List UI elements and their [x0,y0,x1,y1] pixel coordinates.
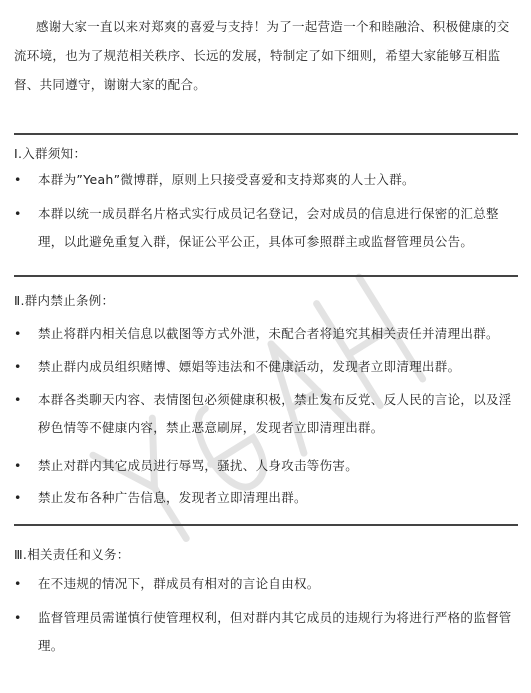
list-item-text: 监督管理员需谨慎行使管理权利，但对群内其它成员的违规行为将进行严格的监督管理。 [38,610,512,653]
list-item [14,452,519,480]
list-item-text: 本群以统一成员群名片格式实行成员记名登记，会对成员的信息进行保密的汇总整理，以此避免重复入群，保证公平公正，具体可参照群主或监督管理员公告。 [38,206,499,249]
bullet-icon: • [14,326,22,341]
list-item [14,320,519,348]
list-item-text: 禁止将群内相关信息以截图等方式外泄，未配合者将追究其相关责任并清理出群。 [38,326,499,341]
list-item [14,166,519,194]
section-title: Ⅰ.入群须知： [14,146,87,161]
section-divider [14,275,518,277]
section-title: Ⅱ.群内禁止条例： [14,293,115,308]
bullet-icon: • [14,206,22,221]
list-item [14,604,519,660]
bullet-icon: • [14,392,22,407]
bullet-icon: • [14,172,22,187]
section-title: Ⅲ.相关责任和义务： [14,547,130,562]
list-item [14,484,519,512]
list-item-text: 禁止群内成员组织赌博、嫖娼等违法和不健康活动，发现者立即清理出群。 [38,359,461,374]
bullet-icon: • [14,458,22,473]
list-item [14,386,519,442]
list-item-text: 本群为”Yeah”微博群，原则上只接受喜爱和支持郑爽的人士入群。 [38,172,415,187]
section-divider [14,524,518,526]
list-item-text: 禁止发布各种广告信息，发现者立即清理出群。 [38,490,307,505]
bullet-icon: • [14,610,22,625]
list-item [14,200,519,256]
bullet-icon: • [14,359,22,374]
section-divider [14,133,518,135]
list-item [14,353,519,381]
intro-paragraph: 感谢大家一直以来对郑爽的喜爱与支持！为了一起营造一个和睦融洽、积极健康的交流环境，也为了规范相关秩序、长远的发展，特制定了如下细则，希望大家能够互相监督、共同遵守，谢谢大家的配合。 [14,19,510,92]
bullet-icon: • [14,576,22,591]
list-item-text: 禁止对群内其它成员进行辱骂，骚扰、人身攻击等伤害。 [38,458,359,473]
list-item-text: 本群各类聊天内容、表情图包必须健康积极，禁止发布反党、反人民的言论，以及淫秽色情等不健康内容，禁止恶意刷屏，发现者立即清理出群。 [38,392,512,435]
list-item [14,570,519,598]
list-item-text: 在不违规的情况下，群成员有相对的言论自由权。 [38,576,320,591]
bullet-icon: • [14,490,22,505]
